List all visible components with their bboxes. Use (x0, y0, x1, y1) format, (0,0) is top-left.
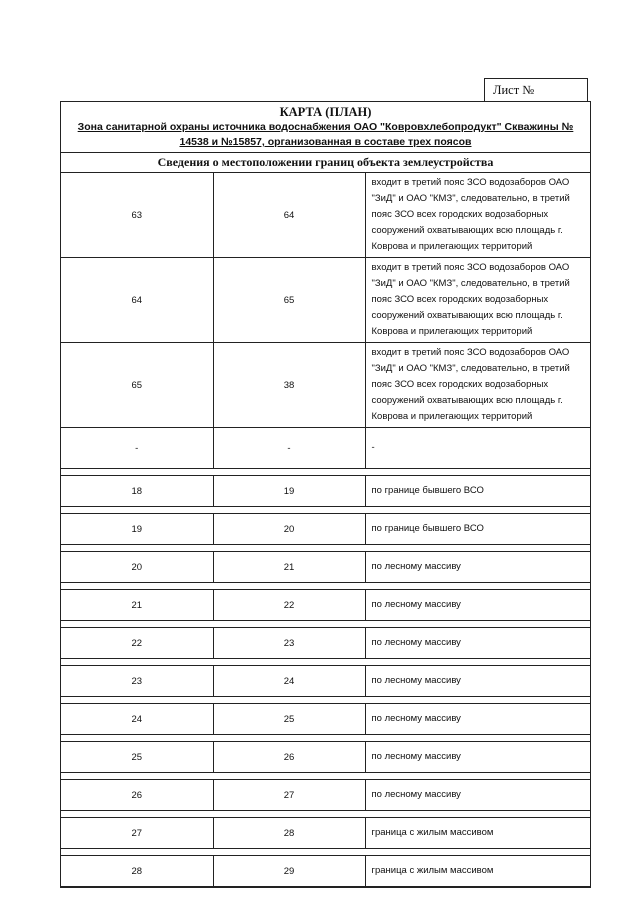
document-header (61, 102, 590, 153)
row-separator-cell (61, 773, 590, 780)
table-row (61, 173, 590, 258)
row-separator (61, 735, 590, 742)
description-cell: входит в третий пояс ЗСО водозаборов ОАО "ЗиД" и ОАО "КМЗ", следовательно, в третий пояс ЗСО всех городских водозаборных сооружений охватывающих всю площадь г. Коврова и прилегающих территорий (365, 258, 590, 343)
description-cell: граница с жилым массивом (365, 818, 590, 849)
row-separator-cell (61, 697, 590, 704)
point-from-cell: - (61, 428, 213, 469)
table-row (61, 552, 590, 583)
description-cell: входит в третий пояс ЗСО водозаборов ОАО "ЗиД" и ОАО "КМЗ", следовательно, в третий пояс ЗСО всех городских водозаборных сооружений охватывающих всю площадь г. Коврова и прилегающих территорий (365, 173, 590, 258)
description-cell: - (365, 428, 590, 469)
point-from-cell: 21 (61, 590, 213, 621)
point-to-cell: 23 (213, 628, 365, 659)
point-to-cell: 64 (213, 173, 365, 258)
section-title: Сведения о местоположении границ объекта землеустройства (61, 153, 590, 173)
table-row (61, 258, 590, 343)
page-title: КАРТА (ПЛАН) (279, 105, 372, 119)
point-from-cell: 64 (61, 258, 213, 343)
description-cell: по лесному массиву (365, 552, 590, 583)
point-to-cell: 28 (213, 818, 365, 849)
point-to-cell: 26 (213, 742, 365, 773)
row-separator (61, 697, 590, 704)
point-to-cell: 24 (213, 666, 365, 697)
table-row (61, 780, 590, 811)
point-to-cell: 19 (213, 476, 365, 507)
point-from-cell: 63 (61, 173, 213, 258)
row-separator (61, 849, 590, 856)
table-row (61, 818, 590, 849)
point-to-cell: 22 (213, 590, 365, 621)
description-cell: по лесному массиву (365, 780, 590, 811)
table-row (61, 428, 590, 469)
point-from-cell: 18 (61, 476, 213, 507)
table-row (61, 590, 590, 621)
description-cell: по лесному массиву (365, 742, 590, 773)
description-cell: по лесному массиву (365, 590, 590, 621)
point-from-cell: 26 (61, 780, 213, 811)
point-to-cell: 29 (213, 856, 365, 887)
point-from-cell: 20 (61, 552, 213, 583)
row-separator (61, 545, 590, 552)
page-subtitle: Зона санитарной охраны источника водоснабжения ОАО "Ковровхлебопродукт" Скважины № 14538 и №15857, организованная в составе трех поясов (77, 121, 574, 148)
description-cell: входит в третий пояс ЗСО водозаборов ОАО "ЗиД" и ОАО "КМЗ", следовательно, в третий пояс ЗСО всех городских водозаборных сооружений охватывающих всю площадь г. Коврова и прилегающих территорий (365, 343, 590, 428)
point-to-cell: 38 (213, 343, 365, 428)
description-cell: граница с жилым массивом (365, 856, 590, 887)
point-from-cell: 65 (61, 343, 213, 428)
row-separator-cell (61, 811, 590, 818)
table-row (61, 742, 590, 773)
point-from-cell: 27 (61, 818, 213, 849)
row-separator (61, 621, 590, 628)
table-row (61, 514, 590, 545)
table-row (61, 856, 590, 887)
point-to-cell: 65 (213, 258, 365, 343)
table-row (61, 628, 590, 659)
description-cell: по границе бывшего ВСО (365, 514, 590, 545)
point-to-cell: 20 (213, 514, 365, 545)
description-cell: по границе бывшего ВСО (365, 476, 590, 507)
row-separator-cell (61, 735, 590, 742)
table-row (61, 704, 590, 735)
point-to-cell: - (213, 428, 365, 469)
row-separator-cell (61, 507, 590, 514)
boundary-table-body (61, 173, 590, 887)
boundary-table (61, 173, 590, 887)
sheet-number-box (484, 78, 588, 102)
point-from-cell: 22 (61, 628, 213, 659)
row-separator-cell (61, 849, 590, 856)
row-separator-cell (61, 469, 590, 476)
row-separator-cell (61, 659, 590, 666)
description-cell: по лесному массиву (365, 704, 590, 735)
point-from-cell: 28 (61, 856, 213, 887)
point-to-cell: 21 (213, 552, 365, 583)
row-separator (61, 583, 590, 590)
row-separator (61, 507, 590, 514)
point-from-cell: 25 (61, 742, 213, 773)
sheet-label: Лист № (493, 83, 535, 97)
table-row (61, 343, 590, 428)
row-separator (61, 773, 590, 780)
row-separator (61, 811, 590, 818)
row-separator-cell (61, 545, 590, 552)
point-from-cell: 23 (61, 666, 213, 697)
table-row (61, 666, 590, 697)
boundary-document (60, 101, 591, 888)
point-from-cell: 19 (61, 514, 213, 545)
description-cell: по лесному массиву (365, 628, 590, 659)
row-separator (61, 469, 590, 476)
row-separator-cell (61, 583, 590, 590)
row-separator (61, 659, 590, 666)
description-cell: по лесному массиву (365, 666, 590, 697)
point-from-cell: 24 (61, 704, 213, 735)
point-to-cell: 27 (213, 780, 365, 811)
table-row (61, 476, 590, 507)
row-separator-cell (61, 621, 590, 628)
point-to-cell: 25 (213, 704, 365, 735)
